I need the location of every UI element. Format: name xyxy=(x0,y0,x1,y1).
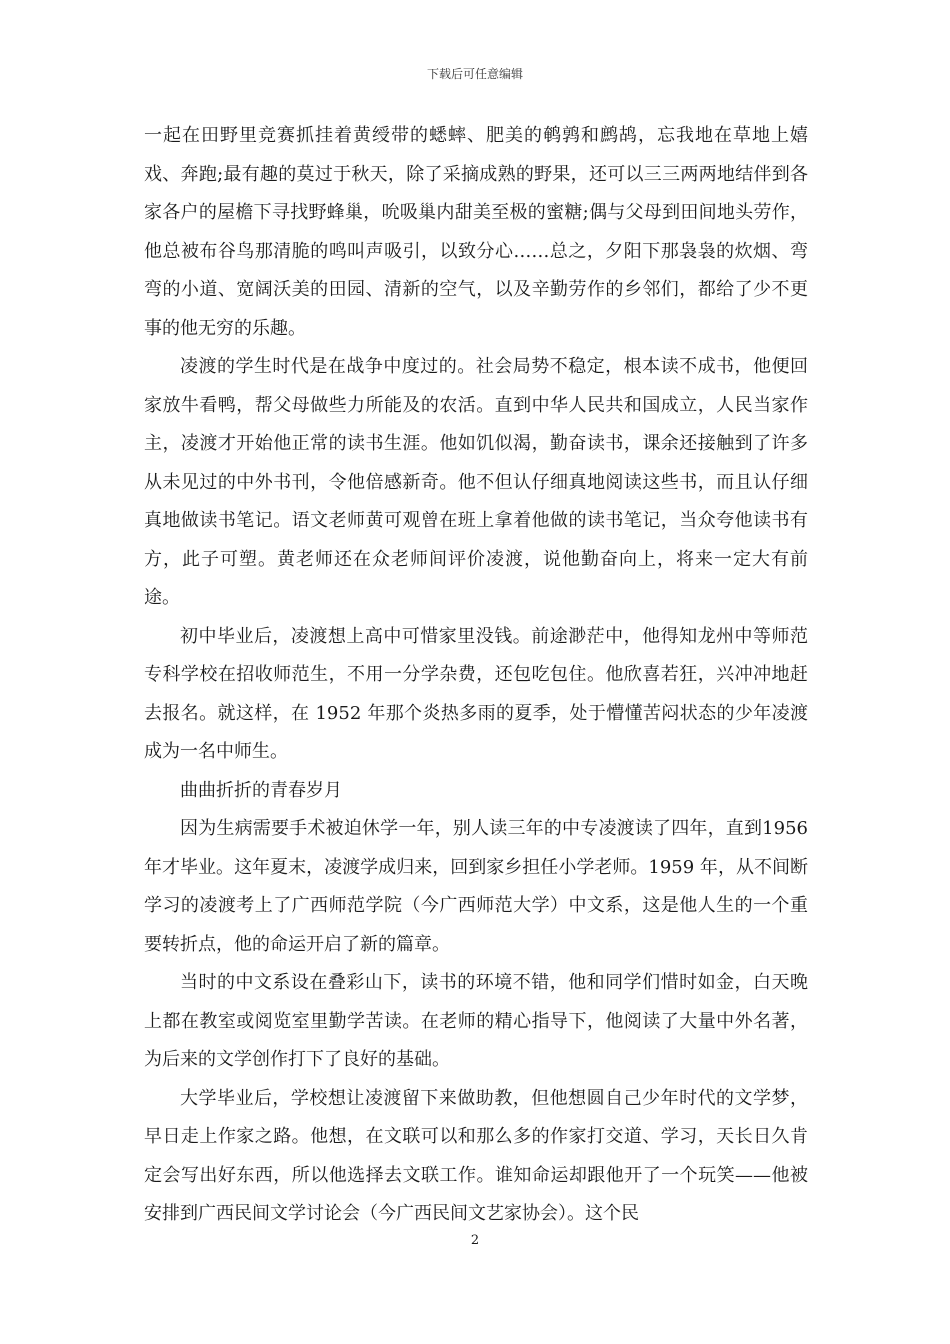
article-body xyxy=(144,117,808,1234)
paragraph-normal-school: 初中毕业后，凌渡想上高中可惜家里没钱。前途渺茫中，他得知龙州中等师范专科学校在招收师范生，不用一分学杂费，还包吃包住。他欣喜若狂，兴冲冲地赶去报名。就这样，在 1952 年那个炎热多雨的夏季，处于懵懂苦闷状态的少年凌渡成为一名中师生。 xyxy=(144,625,808,762)
paragraph-chinese-department: 当时的中文系设在叠彩山下，读书的环境不错，他和同学们惜时如金，白天晚上都在教室或阅览室里勤学苦读。在老师的精心指导下，他阅读了大量中外名著，为后来的文学创作打下了良好的基础。 xyxy=(144,972,808,1070)
paragraph-student-years: 凌渡的学生时代是在战争中度过的。社会局势不稳定，根本读不成书，他便回家放牛看鸭，帮父母做些力所能及的农活。直到中华人民共和国成立，人民当家作主，凌渡才开始他正常的读书生涯。他如饥似渴，勤奋读书，课余还接触到了许多从未见过的中外书刊，令他倍感新奇。他不但认仔细真地阅读这些书，而且认仔细真地做读书笔记。语文老师黄可观曾在班上拿着他做的读书笔记，当众夸他读书有方，此子可塑。黄老师还在众老师间评价凌渡，说他勤奋向上，将来一定大有前途。 xyxy=(144,356,808,608)
page-header: 下载后可任意编辑 xyxy=(426,67,523,81)
section-heading: 曲曲折折的青春岁月 xyxy=(180,779,342,801)
paragraph-after-university: 大学毕业后，学校想让凌渡留下来做助教，但他想圆自己少年时代的文学梦，早日走上作家之路。他想，在文联可以和那么多的作家打交道、学习，天长日久肯定会写出好东西，所以他选择去文联工作。谁知命运却跟他开了一个玩笑——他被安排到广西民间文学讨论会（今广西民间文艺家协会）。这个民 xyxy=(144,1087,808,1224)
page-number: 2 xyxy=(470,1233,480,1248)
paragraph-continued: 一起在田野里竞赛抓挂着黄绶带的蟋蟀、肥美的鹌鹑和鹧鸪，忘我地在草地上嬉戏、奔跑;最有趣的莫过于秋天，除了采摘成熟的野果，还可以三三两两地结伴到各家各户的屋檐下寻找野蜂巢，吮吸巢内甜美至极的蜜糖;偶与父母到田间地头劳作，他总被布谷鸟那清脆的鸣叫声吸引，以致分心……总之，夕阳下那袅袅的炊烟、弯弯的小道、宽阔沃美的田园、清新的空气，以及辛勤劳作的乡邻们，都给了少不更事的他无穷的乐趣。 xyxy=(144,125,808,339)
paragraph-graduation: 因为生病需要手术被迫休学一年，别人读三年的中专凌渡读了四年，直到1956 年才毕业。这年夏末，凌渡学成归来，回到家乡担任小学老师。1959 年，从不间断学习的凌渡考上了广西师范学院（今广西师范大学）中文系，这是他人生的一个重要转折点，他的命运开启了新的篇章。 xyxy=(144,818,808,955)
